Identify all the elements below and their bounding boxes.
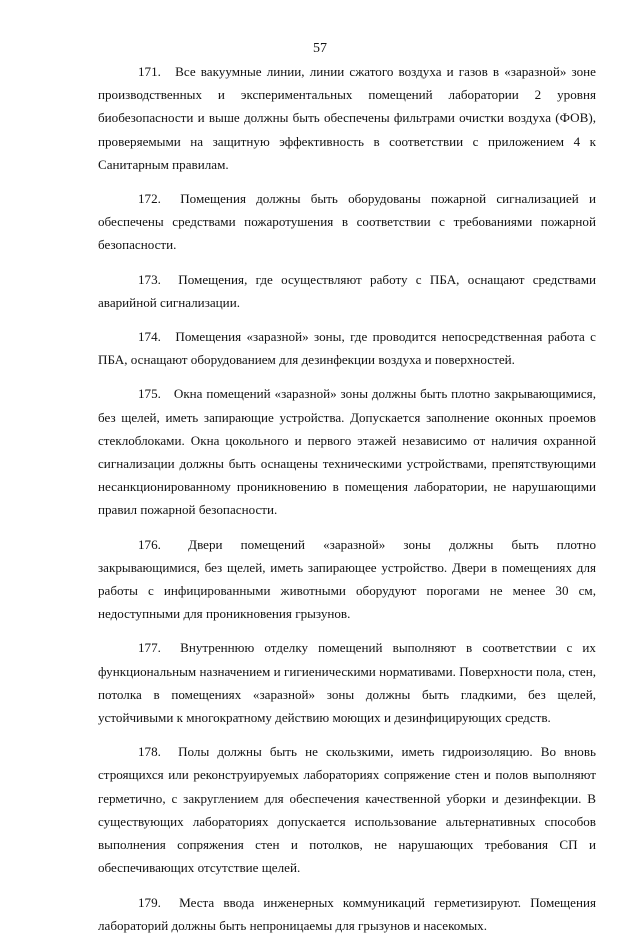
paragraph-number: 177.	[138, 640, 161, 656]
paragraph-179	[98, 891, 596, 937]
paragraph-number: 172.	[138, 191, 161, 207]
paragraph-number: 176.	[138, 536, 161, 552]
paragraph-172	[98, 187, 596, 257]
paragraph-number: 174.	[138, 329, 161, 345]
paragraph-171	[98, 60, 596, 176]
paragraph-text: Помещения должны быть оборудованы пожарной сигнализацией и обеспечены средствами пожаротушения в соответствии с требованиями пожарной безопасности.	[98, 191, 596, 253]
paragraph-number: 178.	[138, 744, 161, 760]
paragraph-text: Помещения «заразной» зоны, где проводится непосредственная работа с ПБА, оснащают оборудованием для дезинфекции воздуха и поверхностей.	[98, 329, 596, 368]
paragraph-text: Окна помещений «заразной» зоны должны быть плотно закрывающимися, без щелей, иметь запирающие устройства. Допускается заполнение оконных проемов стеклоблоками. Окна цокольного и первого этажей независимо от наличия охранной сигнализации должны быть оснащены техническими устройствами, препятствующими несанкционированному проникновению в помещения лаборатории, не нарушающими правил пожарной безопасности.	[98, 386, 596, 518]
paragraph-number: 173.	[138, 271, 161, 287]
paragraph-number: 175.	[138, 386, 161, 402]
page-number: 57	[313, 41, 327, 56]
paragraph-178	[98, 740, 596, 879]
paragraph-174	[98, 325, 596, 371]
paragraph-number: 179.	[138, 894, 161, 910]
document-body	[98, 60, 596, 948]
paragraph-text: Места ввода инженерных коммуникаций герметизируют. Помещения лабораторий должны быть непроницаемы для грызунов и насекомых.	[98, 894, 596, 933]
paragraph-text: Двери помещений «заразной» зоны должны быть плотно закрывающимися, без щелей, иметь запирающее устройство. Двери в помещениях для работы с инфицированными животными оборудуют порогами не менее 30 см, недоступными для проникновения грызунов.	[98, 536, 597, 622]
paragraph-text: Все вакуумные линии, линии сжатого воздуха и газов в «заразной» зоне производственных и экспериментальных помещений лаборатории 2 уровня биобезопасности и выше должны быть обеспечены фильтрами очистки воздуха (ФОВ), проверяемыми на защитную эффективность в соответствии с приложением 4 к Санитарным правилам.	[98, 64, 596, 172]
paragraph-176	[98, 533, 596, 626]
paragraph-number: 171.	[138, 64, 161, 79]
paragraph-text: Внутреннюю отделку помещений выполняют в соответствии с их функциональным назначением и гигиеническими нормативами. Поверхности пола, стен, потолка в помещениях «заразной» зоны должны быть гладкими, без щелей, устойчивыми к многократному действию моющих и дезинфицирующих средств.	[98, 640, 596, 726]
paragraph-text: Помещения, где осуществляют работу с ПБА, оснащают средствами аварийной сигнализации.	[98, 271, 596, 310]
paragraph-177	[98, 636, 596, 729]
paragraph-173	[98, 268, 596, 314]
paragraph-text: Полы должны быть не скользкими, иметь гидроизоляцию. Во вновь строящихся или реконструируемых лабораториях сопряжение стен и полов выполняют герметично, с закруглением для обеспечения качественной уборки и дезинфекции. В существующих лабораториях допускается использование альтернативных способов выполнения сопряжения стен и потолков, не нарушающих требования СП и обеспечивающих отсутствие щелей.	[98, 744, 596, 876]
paragraph-175	[98, 382, 596, 521]
